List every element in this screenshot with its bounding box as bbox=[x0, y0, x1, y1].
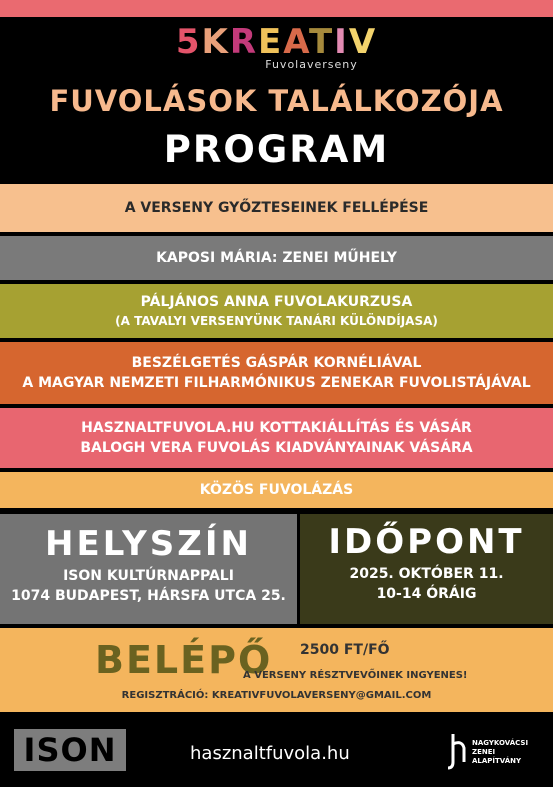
registration-email: REGISZTRÁCIÓ: KREATIVFUVOLAVERSENY@GMAIL.COM bbox=[121, 690, 432, 701]
entry-price: 2500 FT/FŐ bbox=[300, 642, 390, 658]
program-item-subtext: A MAGYAR NEMZETI FILHARMÓNIKUS ZENEKAR FUVOLISTÁJÁVAL bbox=[22, 375, 531, 391]
logo-letter: A bbox=[283, 22, 309, 62]
entry-heading: BELÉPŐ bbox=[95, 638, 273, 682]
event-hours: 10-14 ÓRÁIG bbox=[376, 586, 477, 602]
logo-letter: K bbox=[201, 22, 230, 62]
entry-note: A VERSENY RÉSZTVEVŐINEK INGYENES! bbox=[243, 670, 468, 681]
venue-heading: HELYSZÍN bbox=[45, 524, 252, 564]
footer bbox=[0, 716, 553, 787]
logo-letter: I bbox=[334, 22, 349, 62]
program-item-talk bbox=[0, 342, 553, 404]
program-item-joint-playing bbox=[0, 472, 553, 508]
foundation-name bbox=[472, 739, 528, 766]
logo-letter: V bbox=[348, 22, 378, 62]
program-item-text: A VERSENY GYŐZTESEINEK FELLÉPÉSE bbox=[124, 200, 429, 216]
program-item-winners bbox=[0, 184, 553, 232]
logo-letter: E bbox=[258, 22, 284, 62]
venue-name: ISON KULTÚRNAPPALI bbox=[63, 568, 234, 584]
foundation-logo-icon bbox=[446, 732, 468, 772]
event-date: 2025. OKTÓBER 11. bbox=[349, 566, 504, 582]
time-panel bbox=[300, 514, 553, 624]
logo-letter: T bbox=[308, 22, 335, 62]
venue-panel bbox=[0, 514, 297, 624]
foundation-line: ALAPÍTVÁNY bbox=[472, 757, 522, 765]
time-heading: IDŐPONT bbox=[328, 522, 525, 562]
event-title: FUVOLÁSOK TALÁLKOZÓJA bbox=[49, 84, 504, 118]
logo-subtitle: Fuvolaverseny bbox=[265, 58, 358, 71]
venue-address: 1074 BUDAPEST, HÁRSFA UTCA 25. bbox=[11, 588, 286, 604]
program-item-text: KAPOSI MÁRIA: ZENEI MŰHELY bbox=[156, 250, 397, 266]
logo-wordmark bbox=[0, 24, 553, 60]
program-item-workshop bbox=[0, 236, 553, 280]
program-item-masterclass bbox=[0, 284, 553, 338]
logo-number: 5 bbox=[175, 22, 202, 62]
program-item-fair bbox=[0, 408, 553, 468]
foundation-logo bbox=[446, 732, 553, 776]
ison-logo bbox=[14, 729, 126, 771]
program-item-text: KÖZÖS FUVOLÁZÁS bbox=[199, 482, 354, 498]
logo-letter: R bbox=[229, 22, 259, 62]
entry-panel bbox=[0, 628, 553, 712]
program-heading: PROGRAM bbox=[163, 128, 390, 171]
top-strip bbox=[0, 0, 553, 17]
program-item-subtext: BALOGH VERA FUVOLÁS KIADVÁNYAINAK VÁSÁRA bbox=[80, 440, 473, 456]
program-item-subtext: (A TAVALYI VERSENYÜNK TANÁRI KÜLÖNDÍJASA) bbox=[115, 314, 438, 328]
foundation-line: ZENEI bbox=[472, 748, 496, 756]
program-item-text: HASZNALTFUVOLA.HU KOTTAKIÁLLÍTÁS ÉS VÁSÁR bbox=[81, 420, 472, 436]
ison-logo-text: ISON bbox=[23, 731, 117, 769]
kreativ-logo bbox=[0, 24, 553, 71]
website-text: hasznaltfuvola.hu bbox=[190, 743, 350, 764]
program-item-text: PÁLJÁNOS ANNA FUVOLAKURZUSA bbox=[140, 294, 413, 310]
program-item-text: BESZÉLGETÉS GÁSPÁR KORNÉLIÁVAL bbox=[131, 355, 422, 371]
foundation-line: NAGYKOVÁCSI bbox=[472, 739, 529, 747]
